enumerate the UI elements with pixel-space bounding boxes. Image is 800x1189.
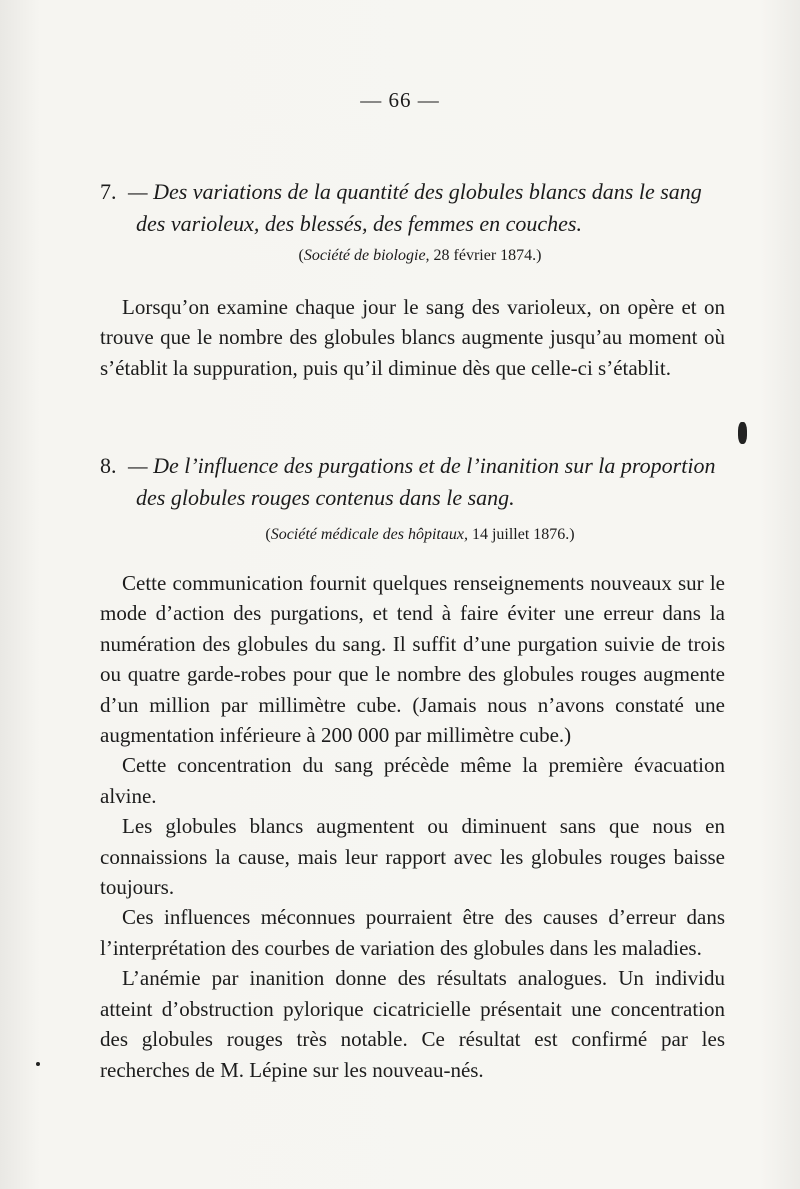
section-7-citation-society: Société de biologie, <box>303 247 430 264</box>
section-8-dash: — <box>128 453 148 478</box>
section-7-heading <box>100 176 725 240</box>
section-7-citation <box>120 245 720 267</box>
section-7-paragraph-1: Lorsqu’on examine chaque jour le sang des varioleux, on opère et on trouve que le nombre des globules blancs augmente jusqu’au moment où s’établit la suppuration, puis qu’il diminue dès que celle-ci s’établit. <box>100 295 725 380</box>
section-7-title: Des variations de la quantité des globules blancs dans le sang des varioleux, des blessés, des femmes en couches. <box>136 179 702 236</box>
section-8-heading <box>100 450 725 514</box>
section-8 <box>100 450 725 514</box>
section-8-body <box>100 568 725 1085</box>
section-7-citation-date: 28 février 1874.) <box>433 247 542 264</box>
section-7-body <box>100 292 725 383</box>
section-8-number: 8. <box>100 453 117 478</box>
section-8-citation-society: Société médicale des hôpitaux, <box>270 526 468 543</box>
section-8-paragraph-1: Cette communication fournit quelques renseignements nouveaux sur le mode d’action des purgations, et tend à faire éviter une erreur dans la numération des globules du sang. Il suffit d’une purgation suivie de trois ou quatre garde-robes pour que le nombre des globules rouges augmente d’un million par millimètre cube. (Jamais nous n’avons constaté une augmentation inférieure à 200 000 par millimètre cube.) <box>100 571 725 748</box>
section-8-paragraph-2: Cette concentration du sang précède même la première évacuation alvine. <box>100 753 725 808</box>
section-8-title: De l’influence des purgations et de l’inanition sur la proportion des globules rouges contenus dans le sang. <box>136 453 716 510</box>
section-8-citation-open: ( <box>265 526 271 543</box>
section-7 <box>100 176 725 240</box>
section-7-dash: — <box>128 179 148 204</box>
section-8-paragraph-5: L’anémie par inanition donne des résultats analogues. Un individu atteint d’obstruction pylorique cicatricielle présentait une concentration des globules rouges très notable. Ce résultat est confirmé par les recherches de M. Lépine sur les nouveau-nés. <box>100 966 725 1082</box>
section-8-paragraph-4: Ces influences méconnues pourraient être des causes d’erreur dans l’interprétation des courbes de variation des globules dans les maladies. <box>100 905 725 960</box>
scan-speck-mark <box>36 1062 40 1066</box>
section-7-citation-block <box>120 245 720 267</box>
section-8-citation-block <box>120 524 720 546</box>
section-8-citation-date: 14 juillet 1876.) <box>471 526 575 543</box>
page-number: — 66 — <box>360 88 440 112</box>
ink-blot-mark <box>738 422 747 444</box>
section-7-number: 7. <box>100 179 117 204</box>
section-8-paragraph-3: Les globules blancs augmentent ou diminuent sans que nous en connaissions la cause, mais leur rapport avec les globules rouges baisse toujours. <box>100 814 725 900</box>
section-7-citation-open: ( <box>298 247 304 264</box>
section-8-citation <box>120 524 720 546</box>
